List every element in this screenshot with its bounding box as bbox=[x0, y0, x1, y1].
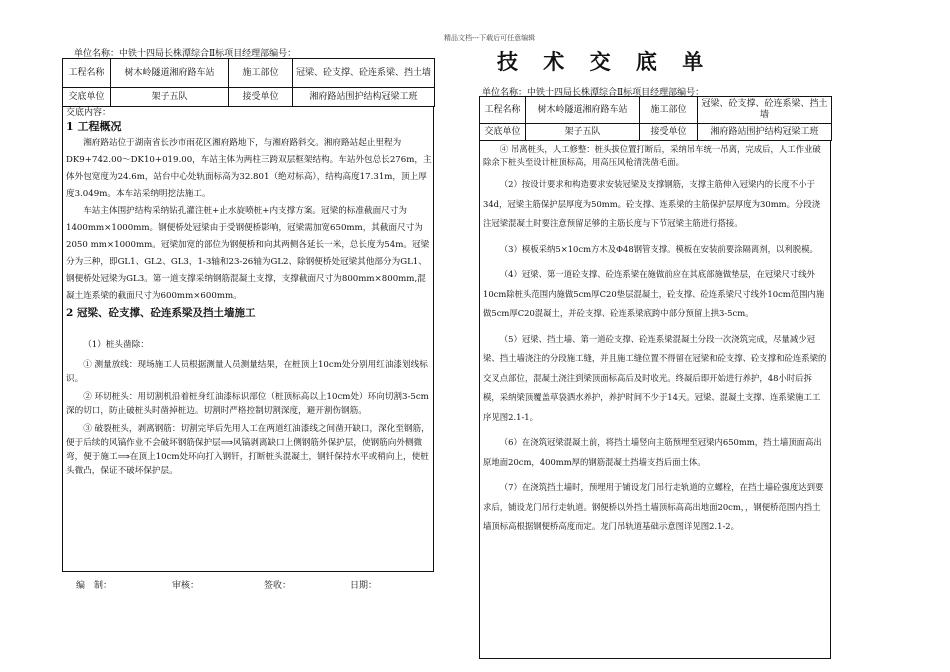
handover-unit-label: 交底单位 bbox=[63, 88, 111, 107]
right-unit-line: 单位名称：中铁十四局长株潭综合Ⅱ标项目经理部编号： bbox=[482, 88, 705, 98]
step-breaking-part-3: 在顶上10cm处环向打入钢钎，打断桩头混凝土，钢钎保持水平或稍向上，使桩头微凸，保证不破坏保护层。 bbox=[66, 452, 429, 476]
step-breaking-pile-head bbox=[66, 422, 432, 478]
content-label: 交底内容： bbox=[66, 108, 112, 118]
receiver-value: 湘府路站围护结构冠梁工班 bbox=[293, 88, 435, 107]
left-unit-line: 单位名称：中铁十四局长株潭综合Ⅱ标项目经理部编号： bbox=[74, 49, 297, 59]
section-label: 施工部位 bbox=[229, 59, 293, 88]
left-header-table bbox=[62, 58, 435, 107]
project-name-label: 工程名称 bbox=[63, 59, 111, 88]
cushion-layer-paragraph: （4）冠梁、第一道砼支撑、砼连系梁在施做前应在其底部施做垫层，在冠梁尺寸线外10cm除桩头范围内施做5cm厚C20垫层混凝土，砼支撑、砼连系梁尺寸线外10cm范围内施做5cm厚C20混凝土，并砼支撑、砼连系梁底跨中部分预留上拱3-5cm。 bbox=[483, 269, 825, 318]
overview-paragraph-1: 湘府路站位于湖南省长沙市雨花区湘府路地下，与湘府路斜交。湘府路站起止里程为DK9+742.00～DK10+019.00，车站主体为两柱三跨双层框架结构。车站外包总长276m，主体外包宽度为24.6m，站台中心处轨面标高为32.801（绝对标高），结构高度17.31m，顶上厚度3.049m。本车站采纳明挖法施工。 bbox=[66, 138, 432, 199]
section-value: 冠梁、砼支撑、砼连系梁、挡土墙 bbox=[698, 97, 832, 124]
section-label: 施工部位 bbox=[640, 97, 698, 124]
handover-unit-value: 架子五队 bbox=[111, 88, 229, 107]
step-ring-cutting: ② 环切桩头：用切割机沿着桩身红油漆标识部位（桩顶标高以上10cm处）环向切割3-5cm深的切口，防止破桩头时凿掉桩边。切割时严格控制切割深度，避开割伤钢筋。 bbox=[66, 392, 429, 416]
step-breaking-part-2: 风镐剥离缺口上侧钢筋外保护层，使钢筋向外侧微弯，便于施工 bbox=[66, 438, 423, 462]
date-label: 日期： bbox=[350, 581, 378, 591]
gantry-track-paragraph: （7）在浇筑挡土墙时，预埋用于铺设龙门吊行走轨道的立螺栓，在挡土墙砼强度达到要求后，铺设龙门吊行走轨道。钢便桥以外挡土墙顶标高高出地面20cm，，钢便桥范围内挡土墙顶标高根据钢便桥高度而定。龙门吊轨道基础示意图详见图2.1-2。 bbox=[483, 482, 824, 531]
receiver-label: 接受单位 bbox=[229, 88, 293, 107]
formwork-paragraph: （3）模板采纳5×10cm方木及Φ48钢管支撑。模板在安装前要涂隔离剂，以利脱模。 bbox=[499, 243, 818, 254]
step-breaking-part-1: ③ 破裂桩头，剥离钢筋：切割完毕后先用人工在两道红油漆线之间凿开缺口，深化至钢筋，便于后续的风镐作业不会破坏钢筋保护层 bbox=[66, 424, 430, 448]
overview-paragraph-2: 车站主体围护结构采纳钻孔灌注桩+止水旋喷桩+内支撑方案。冠梁的标准截面尺寸为1400mm×1000mm。钢便桥处冠梁由于受钢便桥影响，冠梁需加宽650mm，其截面尺寸为2050 mm×1000mm。冠梁加宽的部位为钢便桥和向其两侧各延长一米，总长度为54m。冠梁分为三种，即GL1、GL2、GL3，1-3轴和23-26轴为GL2、除钢便桥处冠梁其他部分为GL1、钢便桥处冠梁为GL3。第一道支撑采纳钢筋混凝土支撑，支撑截面尺寸为800mm×800mm,混凝土连系梁的截面尺寸为600mm×600mm。 bbox=[66, 206, 430, 301]
document-title: 技 术 交 底 单 bbox=[497, 49, 713, 74]
concrete-pouring-paragraph: （5）冠梁、挡土墙、第一道砼支撑、砼连系梁混凝土分段一次浇筑完成，尽量减少冠梁、挡土墙浇注的分段施工缝，并且施工缝位置不得留在冠梁和砼支撑、砼支撑和砼连系梁的交叉点部位，混凝土浇注到梁顶面标高后及时收光。终凝后即开始进行养护，48小时后拆模，采纳梁顶覆盖草袋洒水养护，养护时间不少于14天。冠梁、混凝土支撑、连系梁施工工序见图2.1-1。 bbox=[483, 333, 827, 422]
arrow-icon: ⟹ bbox=[220, 438, 234, 448]
section-heading-overview: 1 工程概况 bbox=[66, 120, 122, 133]
right-header-table bbox=[479, 96, 832, 141]
receiver-label: 接受单位 bbox=[640, 124, 698, 141]
pile-head-subheading: （1）桩头凿除： bbox=[83, 340, 149, 350]
receiver-value: 湘府路站围护结构冠梁工班 bbox=[698, 124, 832, 141]
section-heading-construction: 2 冠梁、砼支撑、砼连系梁及挡土墙施工 bbox=[66, 307, 256, 319]
handover-unit-label: 交底单位 bbox=[480, 124, 526, 141]
step-surveying: ① 测量放线：现场施工人员根据测量人员测量结果，在桩顶上10cm处分别用红油漆划线标识。 bbox=[66, 360, 428, 384]
page-watermark: 精品文档---下载后可任意编辑 bbox=[444, 34, 536, 42]
right-content bbox=[483, 141, 827, 537]
project-name-value: 树木岭隧道湘府路车站 bbox=[526, 97, 640, 124]
signer-label: 签收： bbox=[264, 581, 292, 591]
project-name-value: 树木岭隧道湘府路车站 bbox=[111, 59, 229, 88]
arrow-icon: ⟹ bbox=[117, 452, 130, 462]
left-content bbox=[66, 107, 432, 478]
handover-unit-value: 架子五队 bbox=[526, 124, 640, 141]
section-value: 冠梁、砼支撑、砼连系梁、挡土墙 bbox=[293, 59, 435, 88]
project-name-label: 工程名称 bbox=[480, 97, 526, 124]
retaining-wall-paragraph: （6）在浇筑冠梁混凝土前，将挡土墙竖向主筋预埋至冠梁内650mm，挡土墙顶面高出原地面20cm，400mm厚的钢筋混凝土挡墙支挡后面土体。 bbox=[483, 437, 822, 467]
editor-label: 编 制： bbox=[76, 581, 113, 591]
rebar-paragraph: （2）按设计要求和构造要求安装冠梁及支撑钢筋，支撑主筋伸入冠梁内的长度不小于34d，冠梁主筋保护层厚度为50mm。砼支撑、连系梁的主筋保护层厚度为30mm。分段浇注冠梁混凝土时要注意预留足够的主筋长度与下节冠梁主筋进行搭接。 bbox=[483, 179, 821, 228]
reviewer-label: 审核： bbox=[172, 581, 200, 591]
step-lifting-pile-head: ④ 吊离桩头，人工修整：桩头拔位置打断后，采纳吊车统一吊离，完成后，人工作业破除余下桩头至设计桩顶标高，用高压风枪清洗凿毛面。 bbox=[483, 144, 821, 167]
